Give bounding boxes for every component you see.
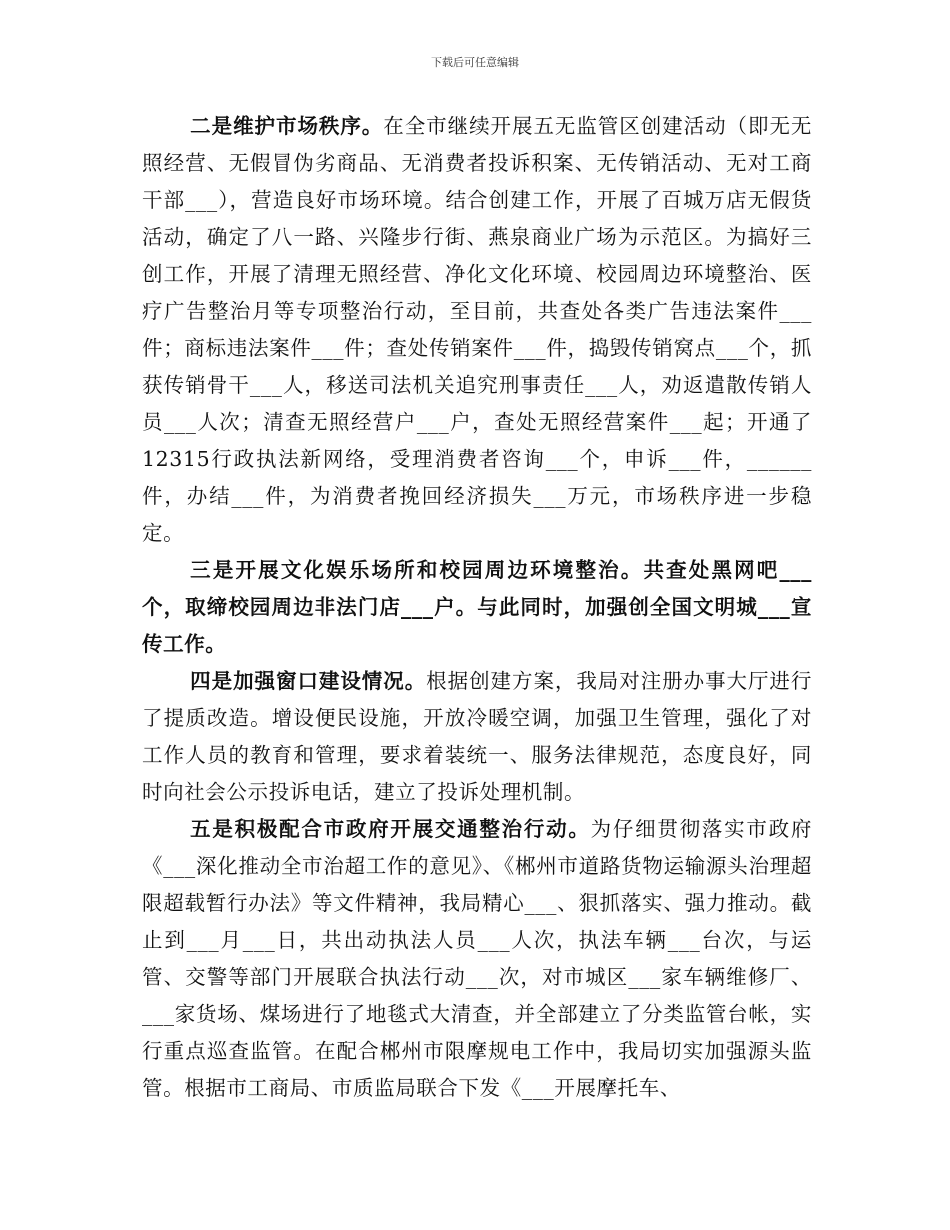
paragraph-text: 在全市继续开展五无监管区创建活动（即无无照经营、无假冒伪劣商品、无消费者投诉积案、无传销活动、无对工商干部___），营造良好市场环境。结合创建工作，开展了百城万店无假货活动，确定了八一路、兴隆步行街、燕泉商业广场为示范区。为搞好三创工作，开展了清理无照经营、净化文化环境、校园周边环境整治、医疗广告整治月等专项整治行动，至目前，共查处各类广告违法案件___件；商标违法案件___件；查处传销案件___件，捣毁传销窝点___个，抓获传销骨干___人，移送司法机关追究刑事责任___人，劝返遣散传销人员___人次；清查无照经营户___户，查处无照经营案件___起；开通了12315行政执法新网络，受理消费者咨询___个，申诉___件，______件，办结___件，为消费者挽回经济损失___万元，市场秩序进一步稳定。 bbox=[142, 114, 812, 545]
paragraph-lead: 四是加强窗口建设情况。 bbox=[190, 669, 427, 693]
page-header-note: 下载后可任意编辑 bbox=[431, 56, 519, 69]
paragraph-culture-campus: 三是开展文化娱乐场所和校园周边环境整治。共查处黑网吧___个，取缔校园周边非法门店___户。与此同时，加强创全国文明城___宣传工作。 bbox=[142, 558, 812, 656]
paragraph-text: 为仔细贯彻落实市政府《___深化推动全市治超工作的意见》、《郴州市道路货物运输源头治理超限超载暂行办法》等文件精神，我局精心___、狠抓落实、强力推动。截止到___月___日，共出动执法人员___人次，执法车辆___台次，与运管、交警等部门开展联合执法行动___次，对市城区___家车辆维修厂、___家货场、煤场进行了地毯式大清查，并全部建立了分类监管台帐，实行重点巡查监管。在配合郴州市限摩规电工作中，我局切实加强源头监管。根据市工商局、市质监局联合下发《___开展摩托车、 bbox=[142, 817, 812, 1100]
paragraph-lead: 五是积极配合市政府开展交通整治行动。 bbox=[190, 817, 591, 841]
document-body bbox=[142, 108, 812, 1107]
paragraph-market-order bbox=[142, 108, 812, 552]
paragraph-window-building bbox=[142, 663, 812, 811]
paragraph-traffic-rectification bbox=[142, 811, 812, 1107]
paragraph-lead: 二是维护市场秩序。 bbox=[190, 114, 384, 138]
paragraph-text: 根据创建方案，我局对注册办事大厅进行了提质改造。增设便民设施，开放冷暖空调，加强卫生管理，强化了对工作人员的教育和管理，要求着装统一、服务法律规范，态度良好，同时向社会公示投诉电话，建立了投诉处理机制。 bbox=[142, 669, 812, 804]
